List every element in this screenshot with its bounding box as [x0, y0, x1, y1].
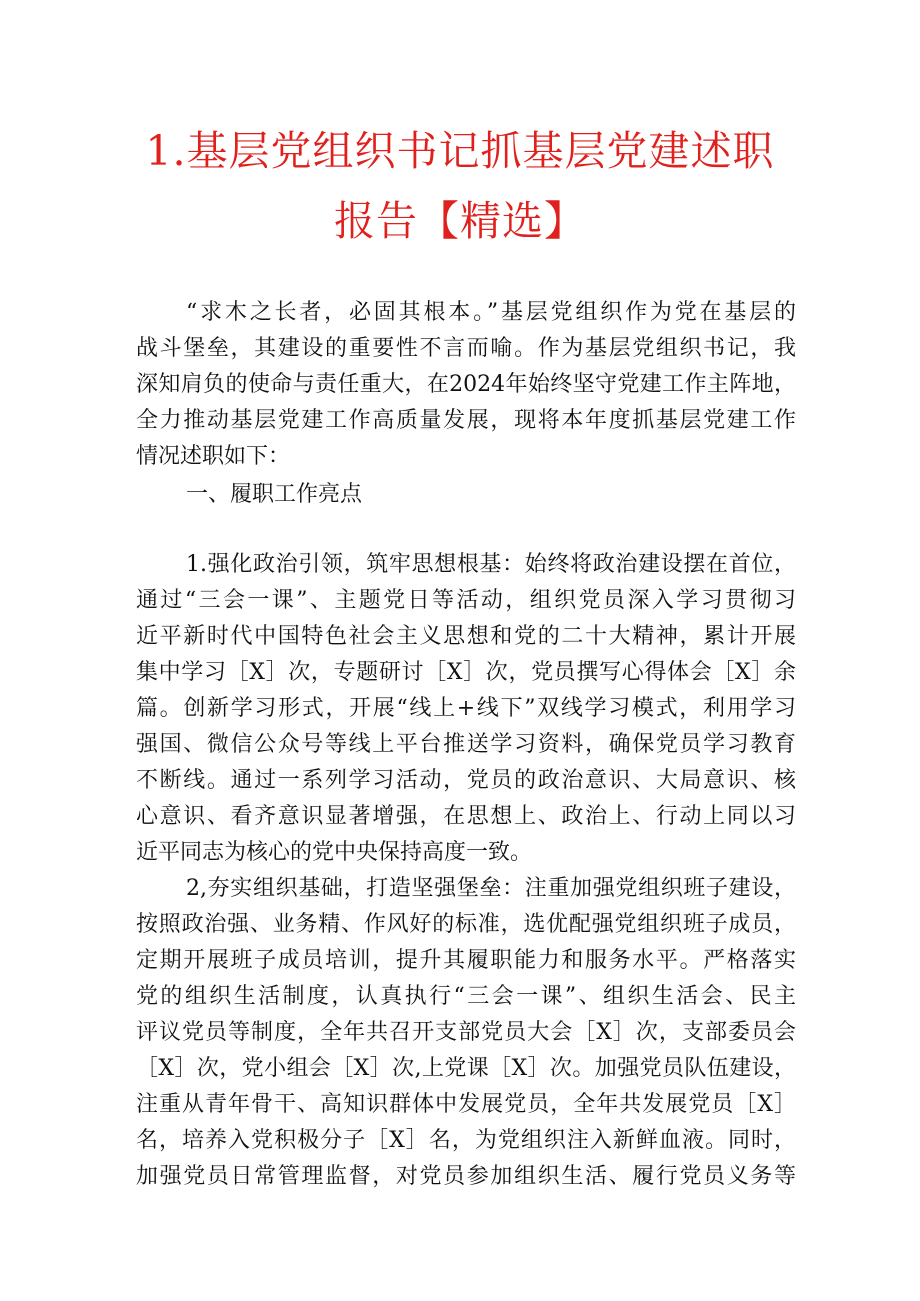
body-line: 党的组织生活制度，认真执行“三会一课”、组织生活会、民主	[136, 984, 796, 1009]
body-line: 近平同志为核心的党中央保持高度一致。	[136, 840, 533, 865]
body-line: 不断线。通过一系列学习活动，党员的政治意识、大局意识、核	[136, 768, 796, 793]
body-line: “求木之长者，必固其根本。”基层党组织作为党在基层的	[186, 300, 796, 325]
body-line: 2,夯实组织基础，打造坚强堡垒：注重加强党组织班子建设，	[186, 876, 796, 901]
body-line: 按照政治强、业务精、作风好的标准，选优配强党组织班子成员，	[136, 912, 796, 937]
document-title-line-1: 1.基层党组织书记抓基层党建述职	[145, 127, 775, 175]
body-line: 名，培养入党积极分子［X］名，为党组织注入新鲜血液。同时，	[136, 1128, 796, 1153]
body-line: 战斗堡垒，其建设的重要性不言而喻。作为基层党组织书记，我	[136, 336, 796, 361]
body-line: 加强党员日常管理监督，对党员参加组织生活、履行党员义务等	[136, 1164, 796, 1189]
document-title-line-2: 报告【精选】	[334, 197, 586, 245]
body-line: 评议党员等制度，全年共召开支部党员大会［X］次，支部委员会	[136, 1020, 796, 1045]
body-line: 心意识、看齐意识显著增强，在思想上、政治上、行动上同以习	[136, 804, 796, 829]
body-line: 情况述职如下：	[136, 444, 291, 469]
body-line: 强国、微信公众号等线上平台推送学习资料，确保党员学习教育	[136, 732, 796, 757]
body-line: 近平新时代中国特色社会主义思想和党的二十大精神，累计开展	[136, 624, 796, 649]
body-line: 集中学习［X］次，专题研讨［X］次，党员撰写心得体会［X］余	[136, 660, 796, 685]
body-line: 1.强化政治引领，筑牢思想根基：始终将政治建设摆在首位，	[186, 552, 796, 577]
body-line: ［X］次，党小组会［X］次,上党课［X］次。加强党员队伍建设，	[136, 1056, 796, 1081]
section-heading: 一、履职工作亮点	[186, 482, 363, 507]
body-line: 通过“三会一课”、主题党日等活动，组织党员深入学习贯彻习	[136, 588, 796, 613]
body-line: 定期开展班子成员培训，提升其履职能力和服务水平。严格落实	[136, 948, 796, 973]
body-line: 注重从青年骨干、高知识群体中发展党员，全年共发展党员［X］	[136, 1092, 796, 1117]
body-line: 全力推动基层党建工作高质量发展，现将本年度抓基层党建工作	[136, 408, 796, 433]
body-line: 深知肩负的使命与责任重大，在2024年始终坚守党建工作主阵地，	[136, 372, 796, 397]
body-line: 篇。创新学习形式，开展“线上+线下”双线学习模式，利用学习	[136, 696, 796, 721]
